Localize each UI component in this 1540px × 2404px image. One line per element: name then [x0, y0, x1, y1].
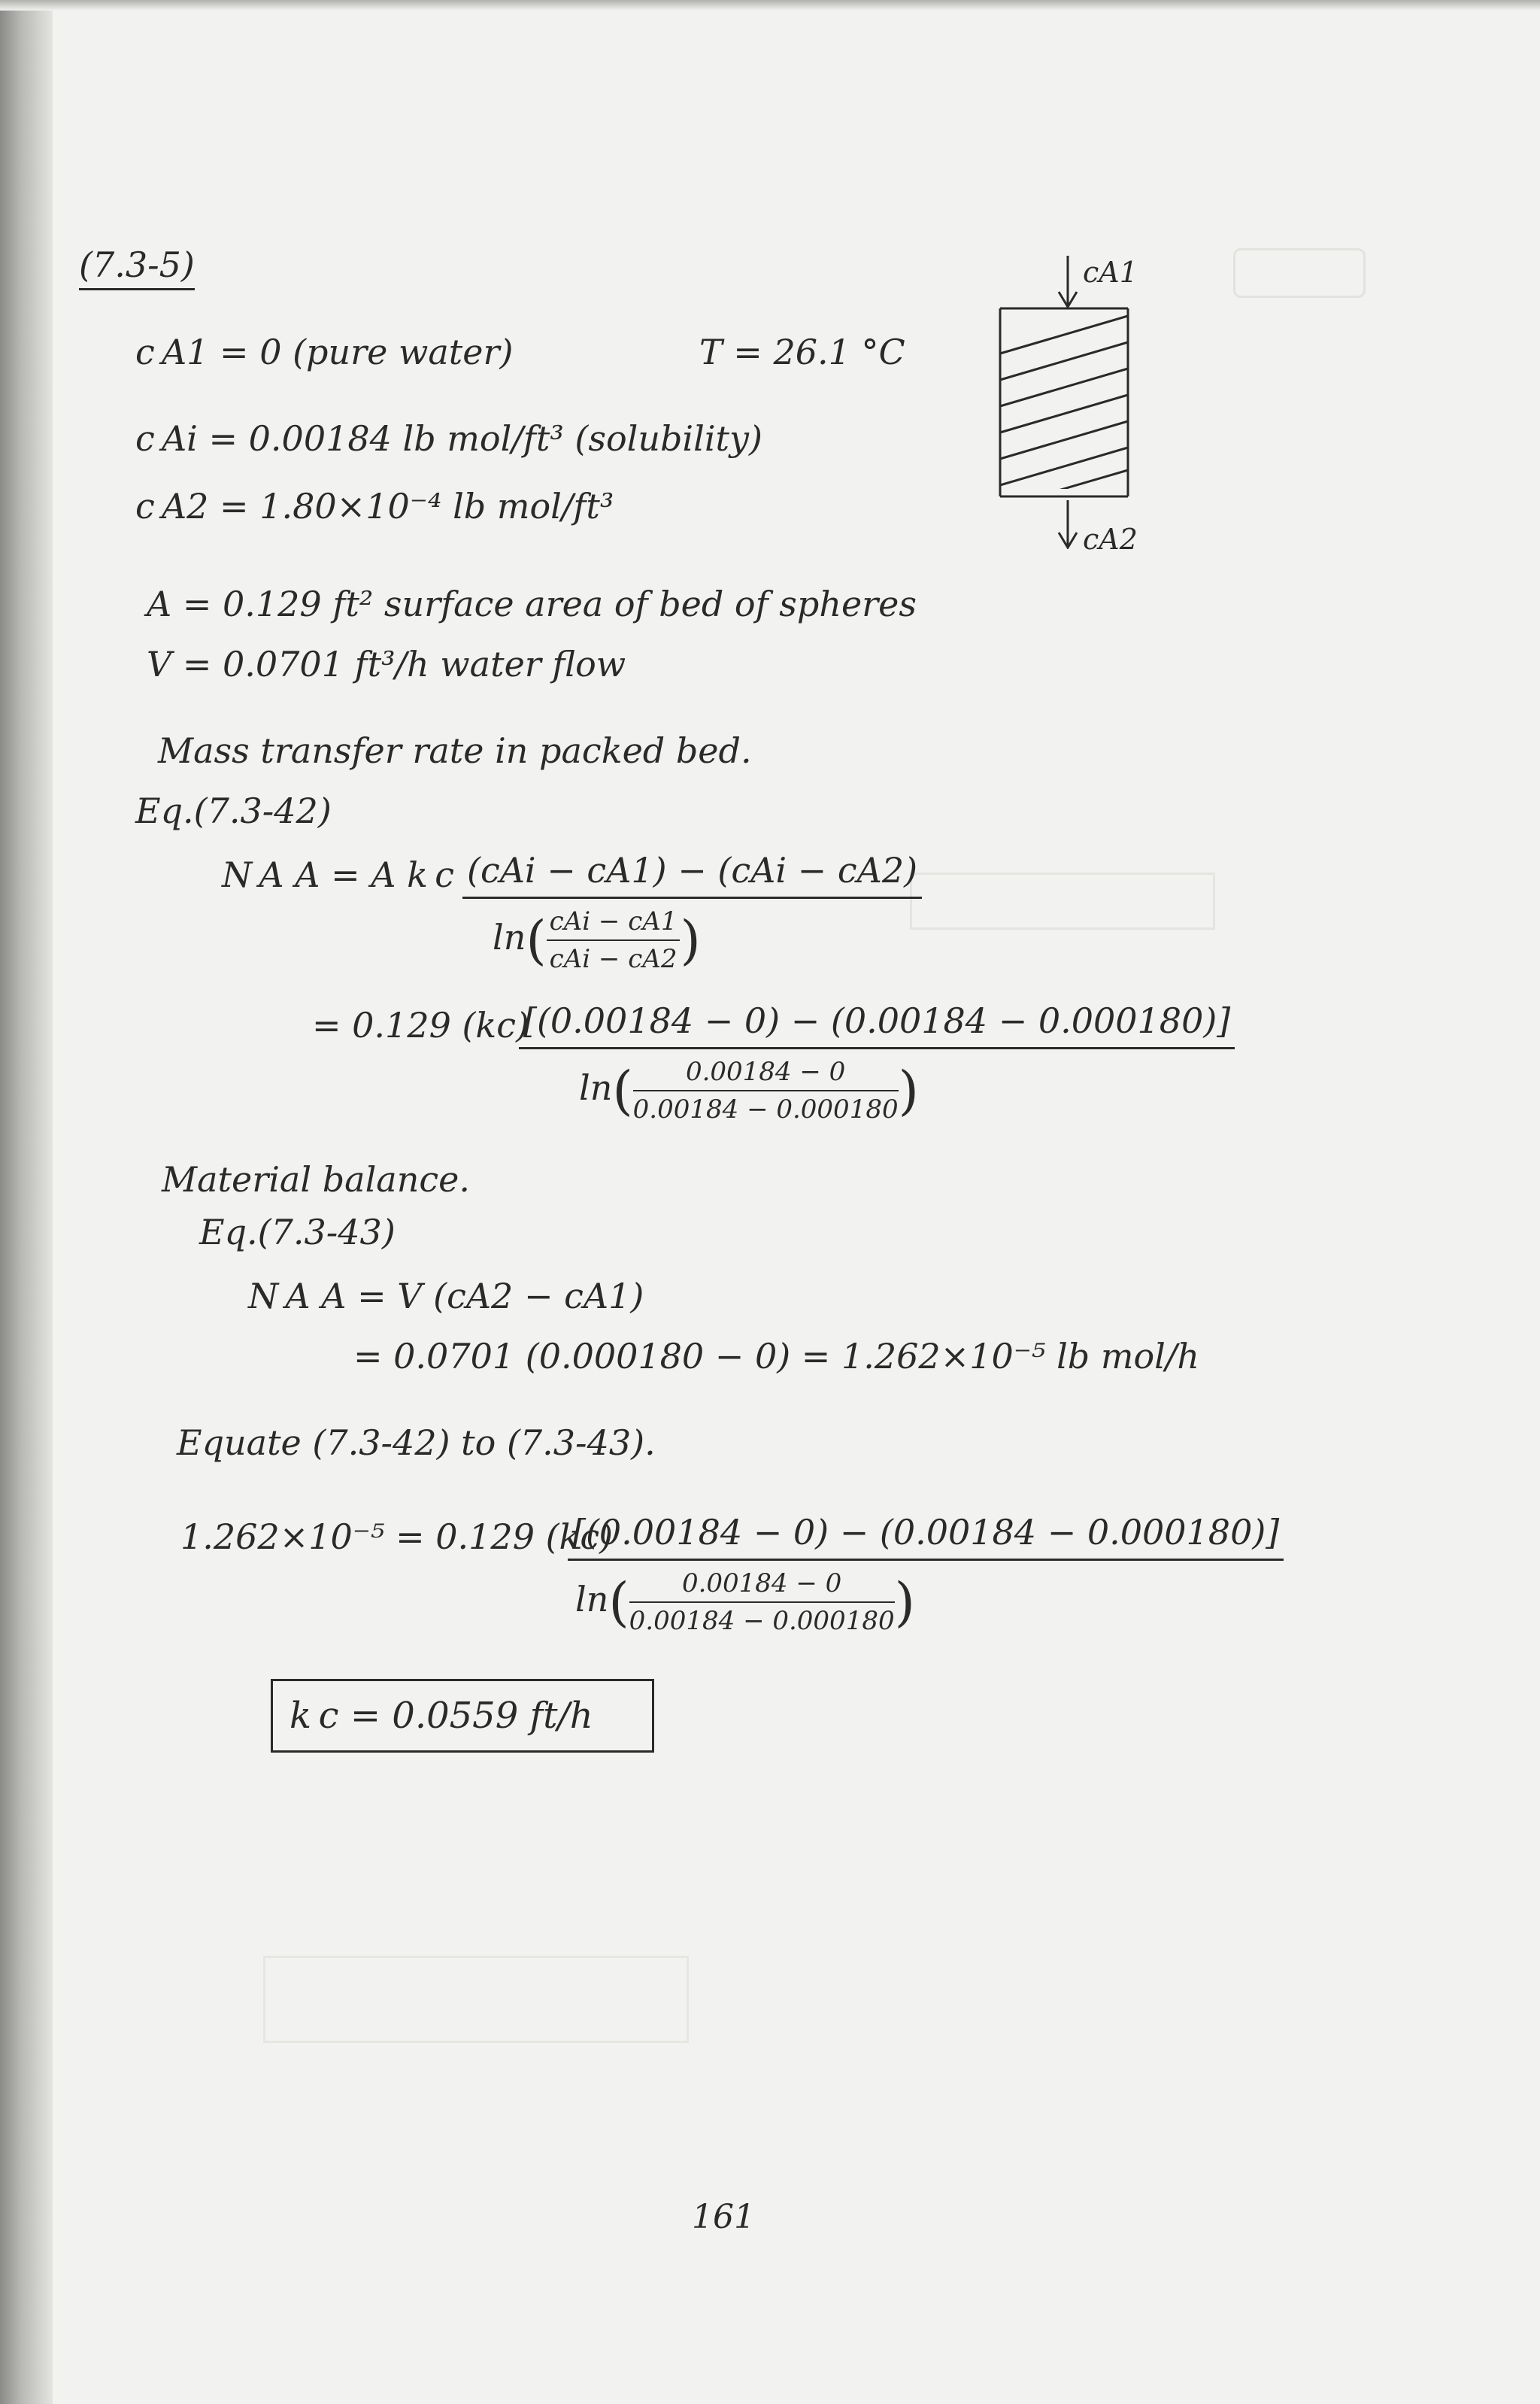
equate-lhs: 1.262×10⁻⁵ = 0.129 (kc)	[180, 1516, 614, 1557]
outlet-label: cA2	[1083, 523, 1138, 556]
inlet-label: cA1	[1083, 256, 1138, 289]
substitution-ln-num: 0.00184 − 0	[633, 1057, 899, 1091]
packed-bed-diagram	[993, 248, 1173, 556]
material-balance-heading: Material balance.	[162, 1159, 470, 1200]
eq-ref-7-3-43: Eq.(7.3-43)	[199, 1212, 396, 1252]
equate-statement: Equate (7.3-42) to (7.3-43).	[177, 1422, 656, 1463]
substitution-prefix: = 0.129 (kc)	[312, 1005, 530, 1046]
page-number: 161	[692, 2198, 755, 2236]
binding-shadow	[0, 0, 53, 2404]
given-temperature: T = 26.1 °C	[699, 332, 905, 372]
given-flow: V = 0.0701 ft³/h water flow	[147, 644, 626, 684]
substitution-denominator: ln( $\frac{0.00184 - 0}{0.00184 - 0.000180}$ )	[579, 1057, 919, 1125]
substitution-ln-argument	[633, 1057, 899, 1125]
rate-equation-denominator: ln( $\frac{\text{cAi − cA1}}{\text{cAi − cA2}}$ )	[493, 906, 701, 974]
equate-ln-argument	[629, 1568, 895, 1636]
final-answer-box: k c = 0.0559 ft/h	[271, 1679, 654, 1753]
ln-argument-num: cAi − cA1	[547, 906, 681, 941]
material-balance-equation: N A A = V (cA2 − cA1)	[248, 1276, 644, 1316]
equate-numerator: [(0.00184 − 0) − (0.00184 − 0.000180)]	[568, 1512, 1284, 1561]
rate-equation-lhs: N A A = A k c	[222, 854, 454, 895]
ln-prefix: ln	[493, 917, 526, 958]
bleed-through-mark	[910, 873, 1215, 930]
substitution-numerator: [(0.00184 − 0) − (0.00184 − 0.000180)]	[519, 1000, 1235, 1049]
ln-argument	[547, 906, 681, 974]
substitution-fraction	[519, 1000, 1235, 1125]
given-cA1: c A1 = 0 (pure water)	[135, 332, 514, 372]
given-cAi: c Ai = 0.00184 lb mol/ft³ (solubility)	[135, 418, 762, 459]
equate-fraction	[568, 1512, 1284, 1636]
bleed-through-mark	[263, 1956, 689, 2043]
ln-argument-den: cAi − cA2	[549, 944, 678, 974]
bleed-through-mark	[1233, 248, 1366, 298]
substitution-ln-den: 0.00184 − 0.000180	[632, 1094, 899, 1125]
rate-equation-fraction	[462, 850, 922, 974]
given-area: A = 0.129 ft² surface area of bed of spheres	[147, 584, 917, 624]
equate-denominator: ln( $\frac{0.00184 - 0}{0.00184 - 0.000180}$ )	[575, 1568, 915, 1636]
given-cA2: c A2 = 1.80×10⁻⁴ lb mol/ft³	[135, 486, 614, 527]
problem-number: (7.3-5)	[79, 244, 195, 290]
packed-bed-sketch	[993, 248, 1173, 549]
eq-ref-7-3-42: Eq.(7.3-42)	[135, 791, 332, 831]
equate-ln-num: 0.00184 − 0	[629, 1568, 895, 1603]
material-balance-result: = 0.0701 (0.000180 − 0) = 1.262×10⁻⁵ lb mol/h	[353, 1336, 1200, 1377]
rate-equation-numerator: (cAi − cA1) − (cAi − cA2)	[462, 850, 922, 899]
top-shadow	[0, 0, 1540, 11]
equate-ln-den: 0.00184 − 0.000180	[629, 1606, 895, 1636]
mass-transfer-heading: Mass transfer rate in packed bed.	[158, 730, 752, 771]
